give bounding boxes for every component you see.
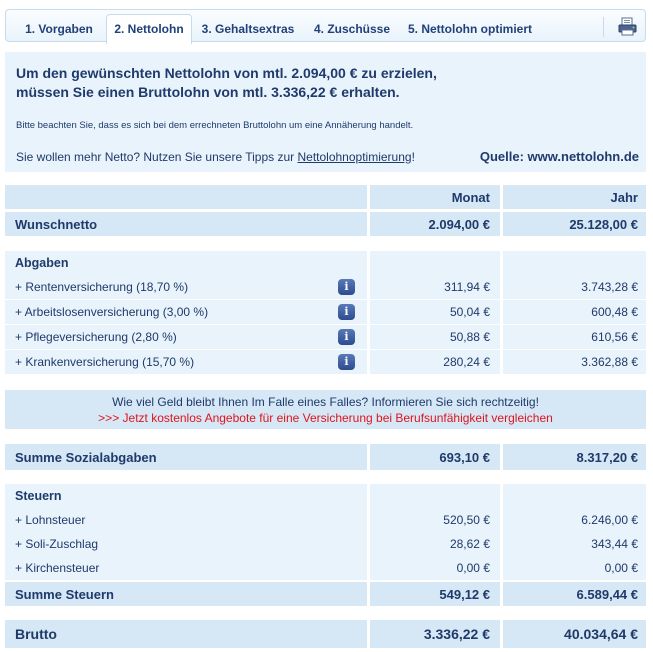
approximation-note: Bitte beachten Sie, dass es sich bei dem errechneten Bruttolohn um eine Annäherung handelt. [16, 120, 414, 131]
row-label: + Pflegeversicherung (2,80 %) [15, 330, 177, 344]
tab-nettolohn[interactable]: 2. Nettolohn [106, 14, 192, 44]
value-month: 28,62 € [370, 532, 500, 556]
row-wunschnetto [5, 212, 646, 236]
row-label: + Rentenversicherung (18,70 %) [15, 280, 189, 294]
source-label: Quelle: www.nettolohn.de [479, 149, 639, 164]
row-label: + Soli-Zuschlag [5, 532, 367, 556]
value-month: 2.094,00 € [370, 212, 500, 236]
tab-bar [5, 9, 646, 42]
headline-line-1: Um den gewünschten Nettolohn von mtl. 2.094,00 € zu erzielen, [16, 65, 437, 81]
result-headline [16, 64, 437, 102]
value-month: 280,24 € [370, 350, 500, 374]
row-label: Wunschnetto [5, 212, 367, 236]
table-row [5, 532, 646, 556]
tab-vorgaben[interactable]: 1. Vorgaben [25, 22, 93, 36]
row-label: + Kirchensteuer [5, 556, 367, 580]
result-summary [5, 52, 646, 172]
section-title-abgaben: Abgaben [5, 251, 367, 275]
table-row [5, 350, 646, 374]
row-label: + Arbeitslosenversicherung (3,00 %) [15, 305, 209, 319]
row-label: Summe Sozialabgaben [5, 444, 367, 470]
value-year: 0,00 € [503, 556, 646, 580]
value-month: 50,04 € [370, 300, 500, 324]
headline-line-2: müssen Sie einen Bruttolohn von mtl. 3.336,22 € erhalten. [16, 84, 400, 100]
value-year: 610,56 € [503, 325, 646, 349]
table-row [5, 325, 646, 349]
value-year: 3.362,88 € [503, 350, 646, 374]
insurance-banner [5, 390, 646, 429]
value-month: 520,50 € [370, 508, 500, 532]
row-label: Brutto [5, 620, 367, 648]
tab-divider [603, 17, 604, 37]
tab-zuschuesse[interactable]: 4. Zuschüsse [313, 22, 391, 36]
value-month: 693,10 € [370, 444, 500, 470]
value-year: 6.589,44 € [503, 582, 646, 606]
column-header-year: Jahr [503, 185, 646, 209]
table-row [5, 508, 646, 532]
info-icon[interactable]: i [338, 279, 355, 295]
value-year: 6.246,00 € [503, 508, 646, 532]
banner-offer-link[interactable]: >>> Jetzt kostenlos Angebote für eine Versicherung bei Berufsunfähigkeit vergleichen [98, 411, 553, 425]
info-icon[interactable]: i [338, 329, 355, 345]
tips-text [16, 150, 415, 164]
section-abgaben [5, 251, 646, 275]
row-brutto [5, 620, 646, 648]
value-year: 40.034,64 € [503, 620, 646, 648]
row-label: + Krankenversicherung (15,70 %) [15, 355, 195, 369]
value-year: 8.317,20 € [503, 444, 646, 470]
value-year: 3.743,28 € [503, 275, 646, 299]
value-month: 549,12 € [370, 582, 500, 606]
value-year: 600,48 € [503, 300, 646, 324]
value-month: 311,94 € [370, 275, 500, 299]
row-summe-sozialabgaben [5, 444, 646, 470]
value-year: 25.128,00 € [503, 212, 646, 236]
table-row [5, 300, 646, 324]
value-year: 343,44 € [503, 532, 646, 556]
section-steuern [5, 484, 646, 508]
value-month: 3.336,22 € [370, 620, 500, 648]
table-header [5, 185, 646, 209]
info-icon[interactable]: i [338, 304, 355, 320]
info-icon[interactable]: i [338, 354, 355, 370]
tips-suffix: ! [411, 150, 415, 164]
banner-text: Wie viel Geld bleibt Ihnen Im Falle eines Falles? Informieren Sie sich rechtzeitig! [112, 395, 539, 409]
tab-gehaltsextras[interactable]: 3. Gehaltsextras [201, 22, 295, 36]
table-row [5, 556, 646, 580]
column-header-month: Monat [370, 185, 500, 209]
row-label: Summe Steuern [5, 582, 367, 606]
table-row [5, 275, 646, 299]
nettolohnoptimierung-link[interactable]: Nettolohnoptimierung [297, 150, 412, 164]
row-summe-steuern [5, 582, 646, 606]
section-title-steuern: Steuern [5, 484, 367, 508]
printer-icon[interactable] [617, 17, 639, 37]
value-month: 0,00 € [370, 556, 500, 580]
row-label: + Lohnsteuer [5, 508, 367, 532]
value-month: 50,88 € [370, 325, 500, 349]
tips-prefix: Sie wollen mehr Netto? Nutzen Sie unsere Tipps zur [16, 150, 298, 164]
tab-nettolohn-optimiert[interactable]: 5. Nettolohn optimiert [408, 22, 532, 36]
